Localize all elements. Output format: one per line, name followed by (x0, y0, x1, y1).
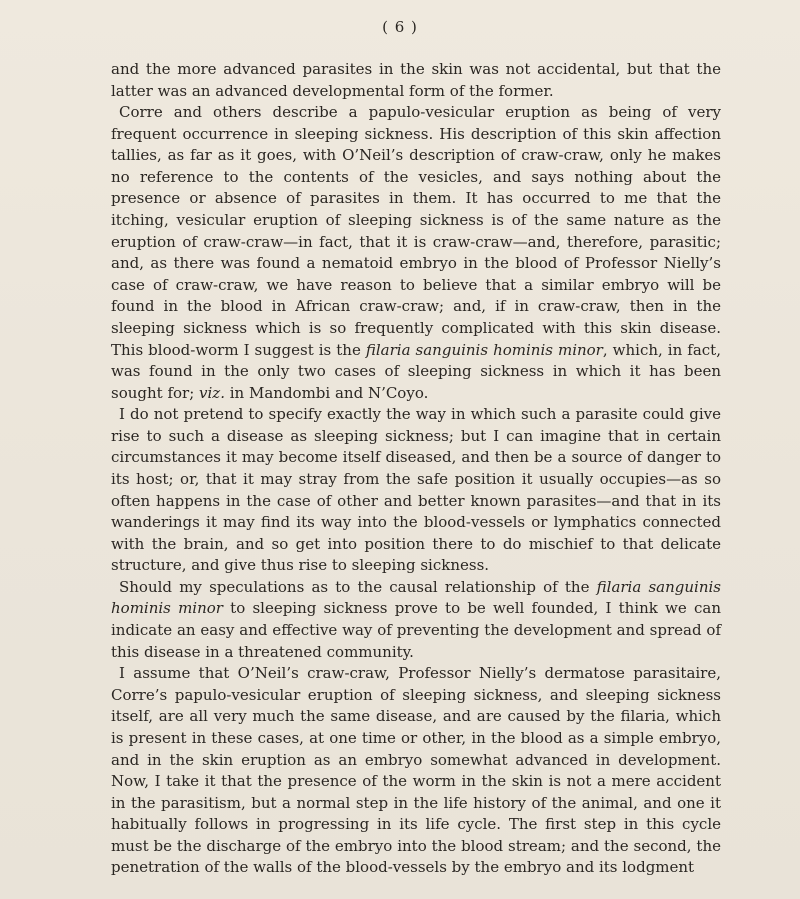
paragraph-continuation (111, 59, 721, 102)
text-run: I assume that O’Neil’s craw-craw, Professor Nielly’s dermatose parasitaire, Corre’s papulo-vesicular eruption of sleeping sickness, and sleeping sickness itself, are all very much the same disease, and are caused by the filaria, which is present in these cases, at one time or other, in the blood as a simple embryo, and in the skin eruption as an embryo somewhat advanced in development. Now, I take it that the presence of the worm in the skin is not a mere accident in the parasitism, but a normal step in the life history of the animal, and one it habitually follows in progressing in its life cycle. The first step in this cycle must be the discharge of the embryo into the blood stream; and the second, the penetration of the walls of the blood-vessels by the embryo and its lodgment (111, 664, 721, 877)
text-run: in Mandombi and N’Coyo. (224, 383, 429, 402)
paragraph-prevention (111, 577, 721, 663)
text-run: Corre and others describe a papulo-vesicular eruption as being of very frequent occurrence in sleeping sickness. His description of this skin affection tallies, as far as it goes, with O’Neil’s description of craw-craw, only he makes no reference to the contents of the vesicles, and says nothing about the presence or absence of parasites in them. It has occurred to me that the itching, vesicular eruption of sleeping sickness is of the same nature as the eruption of craw-craw—in fact, that it is craw-craw—and, therefore, parasitic; and, as there was found a nematoid embryo in the blood of Professor Nielly’s case of craw-craw, we have reason to believe that a similar embryo will be found in the blood in African craw-craw; and, if in craw-craw, then in the sleeping sickness which is so frequently complicated with this skin disease. This blood-worm I suggest is the (111, 103, 721, 359)
text-run: I do not pretend to specify exactly the way in which such a parasite could give rise to such a disease as sleeping sickness; but I can imagine that in certain circumstances it may become itself diseased, and then be a source of danger to its host; or, that it may stray from the safe position it usually occupies—as so often happens in the case of other and better known parasites—and that in its wanderings it may find its way into the blood-vessels or lymphatics connected with the brain, and so get into position there to do mischief to that delicate structure, and give thus rise to sleeping sickness. (111, 405, 721, 575)
text-run: , which, in fact, was found in the only two cases of sleeping sickness in which it has been sought for; (111, 340, 721, 402)
paragraph-corre-eruption (111, 102, 721, 404)
italic-text: filaria sanguinis hominis minor (111, 577, 721, 618)
page-number: ( 6 ) (382, 18, 418, 36)
body-text (111, 59, 721, 879)
paragraph-assumption (111, 663, 721, 879)
text-run: and the more advanced parasites in the skin was not accidental, but that the latter was an advanced developmental form of the former. (111, 60, 721, 100)
text-run: to sleeping sickness prove to be well founded, I think we can indicate an easy and effective way of preventing the development and spread of this disease in a threatened community. (111, 599, 721, 661)
italic-text: filaria sanguinis hominis minor (365, 340, 603, 359)
text-run: Should my speculations as to the causal relationship of the (119, 577, 597, 596)
paragraph-speculation (111, 404, 721, 577)
italic-text: viz. (199, 383, 225, 402)
